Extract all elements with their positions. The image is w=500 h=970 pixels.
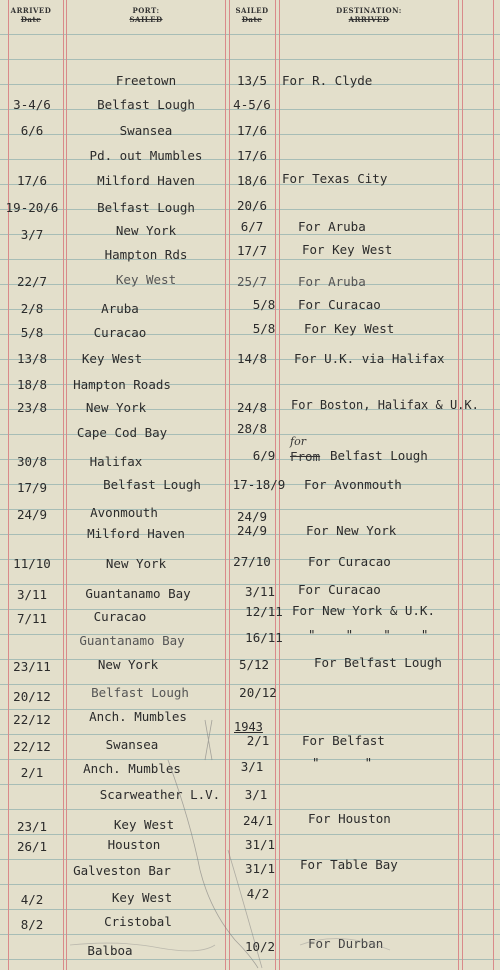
destination: For Curacao	[298, 297, 381, 312]
sailed-date: 17/6	[236, 148, 268, 163]
sailed-date: 20/12	[239, 685, 277, 700]
sailed-date: 17/7	[236, 243, 268, 258]
destination: For Boston, Halifax & U.K.	[291, 398, 479, 412]
sailed-date: 24/9	[236, 509, 268, 524]
destination: For New York	[306, 523, 397, 538]
port-name: Hampton Rds	[104, 247, 188, 262]
destination: " "	[312, 755, 373, 770]
sailed-date: 20/6	[236, 198, 268, 213]
port-name: Belfast Lough	[91, 685, 189, 700]
arrived-date: 20/12	[13, 689, 51, 704]
destination: For Belfast	[302, 733, 385, 748]
destination-header-sub: ARRIVED	[348, 15, 390, 24]
sailed-date: 24/8	[236, 400, 268, 415]
destination: For Houston	[308, 811, 391, 826]
destination: For U.K. via Halifax	[294, 351, 445, 366]
port-header-sub: SAILED	[129, 15, 163, 24]
sailed-date: 28/8	[236, 421, 268, 436]
port-name: New York	[105, 556, 167, 571]
port-name: Cristobal	[104, 914, 172, 929]
handwritten-correction: for	[290, 435, 306, 448]
arrived-date: 4/2	[20, 892, 44, 907]
sailed-date: 14/8	[236, 351, 268, 366]
port-name: Key West	[115, 272, 177, 287]
sailed-date: 16/11	[245, 630, 283, 645]
arrived-date: 6/6	[20, 123, 44, 138]
sailed-date: 3/11	[244, 584, 276, 599]
arrived-date: 3-4/6	[13, 97, 51, 112]
port-name: Belfast Lough	[97, 200, 195, 215]
sailed-date: 10/2	[244, 939, 276, 954]
sailed-date: 2/1	[246, 733, 270, 748]
port-name: Guantanamo Bay	[79, 633, 185, 648]
struck-word: From	[290, 449, 321, 464]
destination: For Texas City	[282, 171, 388, 186]
sailed-date: 12/11	[245, 604, 283, 619]
arrived-header-sub: Date	[20, 15, 42, 24]
destination: For Curacao	[298, 582, 381, 597]
destination: For Table Bay	[300, 857, 398, 872]
destination: For Belfast Lough	[314, 655, 442, 670]
sailed-date: 25/7	[236, 274, 268, 289]
arrived-date: 3/11	[16, 587, 48, 602]
port-name: Key West	[113, 817, 175, 832]
sailed-date: 13/5	[236, 73, 268, 88]
destination: Belfast Lough	[330, 448, 428, 463]
destination: For Durban	[308, 936, 384, 951]
port-name: Milford Haven	[97, 173, 195, 188]
destination: For Avonmouth	[304, 477, 402, 492]
port-name: Houston	[107, 837, 161, 852]
arrived-date: 22/12	[13, 712, 51, 727]
arrived-header-title: ARRIVED	[10, 6, 52, 15]
destination: For Key West	[304, 321, 395, 336]
sailed-date: 24/1	[242, 813, 274, 828]
sailed-date: 17-18/9	[232, 477, 286, 492]
arrived-date: 5/8	[20, 325, 44, 340]
sailed-date: 5/12	[238, 657, 270, 672]
sailed-date: 4-5/6	[233, 97, 271, 112]
port-name: Halifax	[89, 454, 143, 469]
destination: For R. Clyde	[282, 73, 373, 88]
port-name: Milford Haven	[87, 526, 185, 541]
arrived-date: 26/1	[16, 839, 48, 854]
arrived-date: 7/11	[16, 611, 48, 626]
sailed-date: 6/7	[240, 219, 264, 234]
port-name: Curacao	[93, 325, 147, 340]
destination: For Aruba	[298, 219, 366, 234]
sailed-date: 6/9	[252, 448, 276, 463]
sailed-date: 31/1	[244, 861, 276, 876]
port-name: Key West	[111, 890, 173, 905]
sailed-date: 5/8	[252, 321, 276, 336]
port-name: Pd. out Mumbles	[89, 148, 203, 163]
sailed-date: 3/1	[240, 759, 264, 774]
sailed-date: 27/10	[233, 554, 271, 569]
year-note: 1943	[234, 720, 263, 734]
port-name: Scarweather L.V.	[99, 787, 221, 802]
port-name: Swansea	[119, 123, 173, 138]
port-name: Guantanamo Bay	[85, 586, 191, 601]
destination: For New York & U.K.	[292, 603, 435, 618]
port-name: Hampton Roads	[73, 377, 171, 392]
port-name: Anch. Mumbles	[83, 761, 181, 776]
arrived-date: 8/2	[20, 917, 44, 932]
port-name: Curacao	[93, 609, 147, 624]
port-name: Freetown	[115, 73, 177, 88]
arrived-date: 17/6	[16, 173, 48, 188]
arrived-date: 2/8	[20, 301, 44, 316]
port-name: Swansea	[105, 737, 159, 752]
sailed-date: 5/8	[252, 297, 276, 312]
sailed-date: 31/1	[244, 837, 276, 852]
arrived-date: 23/1	[16, 819, 48, 834]
port-name: New York	[85, 400, 147, 415]
port-name: Cape Cod Bay	[76, 425, 168, 440]
port-name: Anch. Mumbles	[89, 709, 187, 724]
port-name: Balboa	[87, 943, 133, 958]
port-name: Belfast Lough	[103, 477, 201, 492]
arrived-date: 22/12	[13, 739, 51, 754]
arrived-date: 23/8	[16, 400, 48, 415]
port-name: Galveston Bar	[73, 863, 171, 878]
port-name: Belfast Lough	[97, 97, 195, 112]
arrived-date: 19-20/6	[5, 200, 59, 215]
port-name: Key West	[81, 351, 143, 366]
destination-header-title: DESTINATION:	[336, 6, 402, 15]
sailed-header-sub: Date	[241, 15, 263, 24]
sailed-header-title: SAILED	[235, 6, 269, 15]
arrived-date: 23/11	[13, 659, 51, 674]
sailed-date: 18/6	[236, 173, 268, 188]
arrived-date: 11/10	[13, 556, 51, 571]
arrived-date: 3/7	[20, 227, 44, 242]
port-name: Avonmouth	[90, 505, 158, 520]
port-name: New York	[115, 223, 177, 238]
destination: " " " "	[308, 627, 429, 642]
destination: For Key West	[302, 242, 393, 257]
port-header-title: PORT:	[132, 6, 160, 15]
sailed-date: 24/9	[236, 523, 268, 538]
sailed-date: 4/2	[246, 886, 270, 901]
arrived-date: 2/1	[20, 765, 44, 780]
arrived-date: 24/9	[16, 507, 48, 522]
arrived-date: 22/7	[16, 274, 48, 289]
destination: For Aruba	[298, 274, 366, 289]
arrived-date: 30/8	[16, 454, 48, 469]
port-name: Aruba	[101, 301, 139, 316]
arrived-date: 13/8	[16, 351, 48, 366]
arrived-date: 18/8	[16, 377, 48, 392]
sailed-date: 3/1	[244, 787, 268, 802]
arrived-date: 17/9	[16, 480, 48, 495]
port-name: New York	[97, 657, 159, 672]
destination: For Curacao	[308, 554, 391, 569]
sailed-date: 17/6	[236, 123, 268, 138]
